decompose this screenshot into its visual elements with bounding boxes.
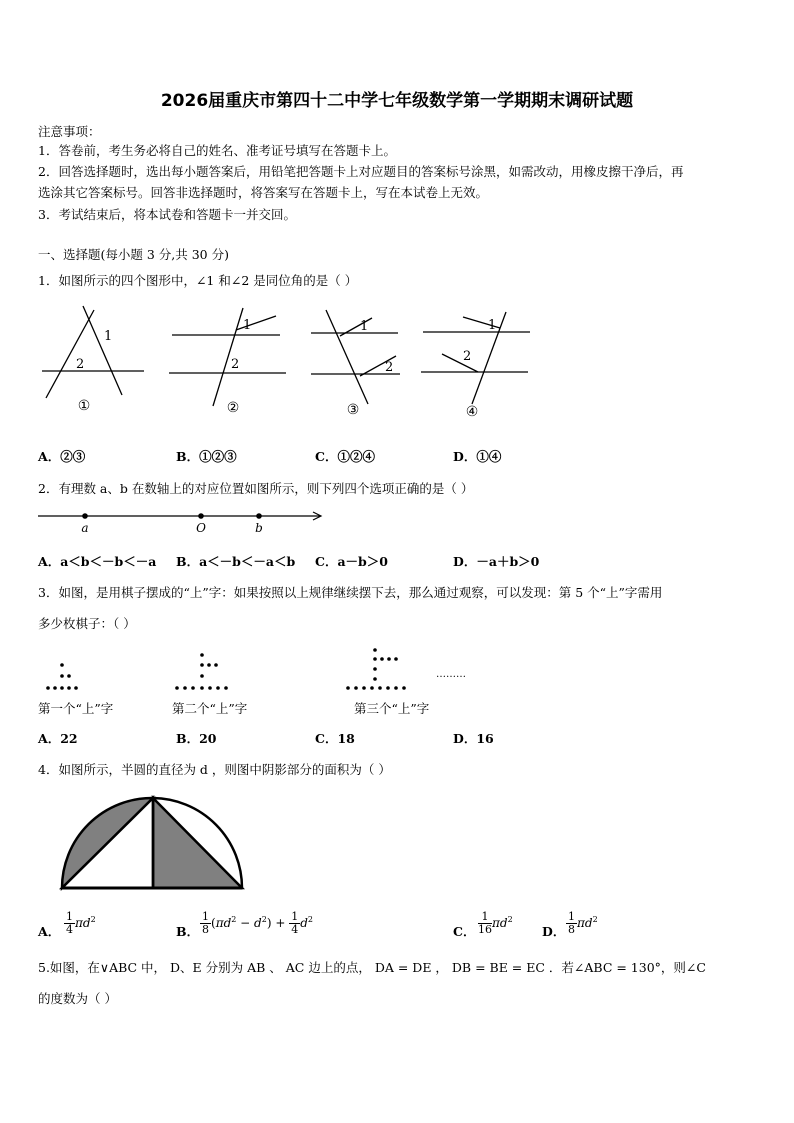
option-b-value: $\frac{1}{8}$ $(\pi d^2 - d^2)$ + $\frac{1}{4}$ $d^2$	[202, 910, 313, 936]
option-d: D．①④	[453, 449, 502, 464]
angle-label: 2	[76, 357, 85, 372]
angle-label: 1	[360, 319, 369, 334]
angle-label: 1	[243, 318, 252, 333]
option-a: A．22	[38, 731, 78, 746]
figure-caption: 第二个“上”字	[172, 701, 248, 716]
angle-label: 2	[385, 360, 394, 375]
pattern-ellipsis: ………	[436, 669, 466, 680]
option-c: C．①②④	[315, 449, 375, 464]
notice-item: 2．回答选择题时，选出每小题答案后，用铅笔把答题卡上对应题目的答案标号涂黑，如需改动，用橡皮擦干净后，再	[38, 164, 684, 179]
axis-label-a: a	[81, 521, 89, 535]
figure-label: ①	[77, 398, 91, 414]
option-d: D．	[542, 924, 566, 939]
option-a: A．②③	[38, 449, 86, 464]
axis-label-origin: O	[196, 521, 206, 535]
semicircle-figure	[58, 792, 248, 892]
option-c: C．a－b＞0	[315, 554, 388, 569]
notice-item: 1．答卷前，考生务必将自己的姓名、准考证号填写在答题卡上。	[38, 143, 396, 158]
option-d: D．－a＋b＞0	[453, 554, 540, 569]
axis-label-b: b	[255, 521, 263, 535]
number-line	[36, 506, 328, 536]
angle-label: 2	[463, 349, 472, 364]
page-title: 2026届重庆市第四十二中学七年级数学第一学期期末调研试题	[160, 91, 634, 111]
angle-label: 2	[231, 357, 240, 372]
figure-label: ②	[226, 400, 240, 416]
notice-item: 3．考试结束后，将本试卷和答题卡一并交回。	[38, 207, 296, 222]
question-1-figures	[38, 300, 538, 425]
figure-caption: 第三个“上”字	[354, 701, 430, 716]
option-d-value: $\frac{1}{8}$ $\pi d^2$	[568, 910, 598, 936]
chess-pieces-figure	[40, 645, 480, 697]
option-b: B．①②③	[176, 449, 237, 464]
option-c-value: $\frac{1}{16}$ $\pi d^2$	[478, 910, 513, 936]
question-4-stem: 4．如图所示，半圆的直径为 d ，则图中阴影部分的面积为（ ）	[38, 762, 391, 777]
option-c: C．	[453, 924, 476, 939]
notice-heading: 注意事项：	[38, 124, 101, 139]
option-b: B．a＜－b＜－a＜b	[176, 554, 296, 569]
option-a: A．	[38, 924, 61, 939]
notice-item: 选涂其它答案标号。回答非选择题时，将答案写在答题卡上，写在本试卷上无效。	[38, 185, 489, 200]
question-3-stem-cont: 多少枚棋子：（ ）	[38, 616, 136, 631]
option-a-value: $\frac{1}{4}$ $\pi d^2$	[66, 910, 96, 936]
question-5-stem: 5.如图，在∨ABC 中， D、E 分别为 AB 、 AC 边上的点， DA = DE ， DB = BE = EC ．若∠ABC = 130°，则∠C	[38, 960, 706, 975]
figure-label: ④	[465, 404, 479, 420]
question-5-stem-cont: 的度数为（ ）	[38, 991, 117, 1006]
option-b: B．	[176, 924, 200, 939]
option-b: B．20	[176, 731, 217, 746]
section-heading: 一、选择题(每小题 3 分,共 30 分)	[38, 247, 229, 262]
question-1-stem: 1．如图所示的四个图形中，∠1 和∠2 是同位角的是（ ）	[38, 273, 358, 288]
option-a: A．a＜b＜－b＜－a	[38, 554, 157, 569]
question-2-stem: 2．有理数 a、b 在数轴上的对应位置如图所示，则下列四个选项正确的是（ ）	[38, 481, 474, 496]
angle-label: 1	[488, 318, 497, 333]
option-d: D．16	[453, 731, 494, 746]
figure-caption: 第一个“上”字	[38, 701, 114, 716]
question-3-stem: 3．如图，是用棋子摆成的“上”字：如果按照以上规律继续摆下去，那么通过观察，可以发现：第 5 个“上”字需用	[38, 585, 663, 600]
angle-label: 1	[104, 329, 113, 344]
figure-label: ③	[346, 402, 360, 418]
option-c: C．18	[315, 731, 355, 746]
